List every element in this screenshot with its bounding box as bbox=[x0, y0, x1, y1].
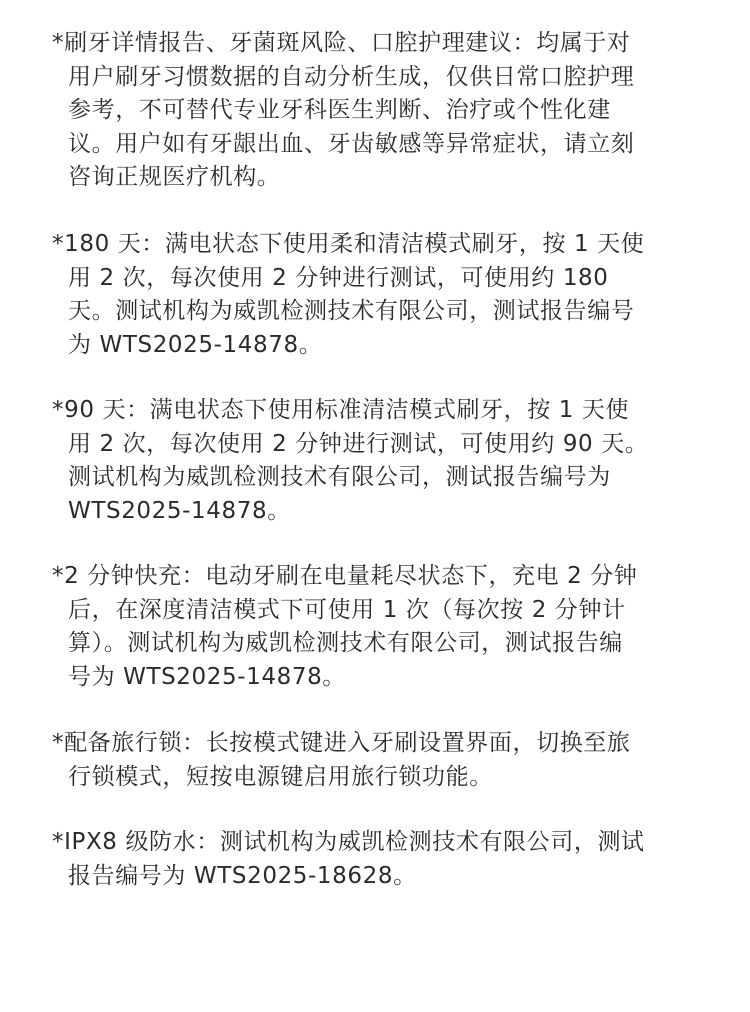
footnote-line: 号为 WTS2025-14878。 bbox=[68, 663, 346, 690]
footnote-line: *180 天：满电状态下使用柔和清洁模式刷牙，按 1 天使 bbox=[52, 231, 645, 257]
footnote-fast-charge bbox=[52, 560, 692, 694]
footnote-line: 咨询正规医疗机构。 bbox=[68, 164, 281, 190]
footnote-line: *配备旅行锁：长按模式键进入牙刷设置界面，切换至旅 bbox=[52, 730, 631, 756]
footnote-line: 用 2 次，每次使用 2 分钟进行测试，可使用约 180 bbox=[68, 264, 609, 291]
footnote-line: 参考，不可替代专业牙科医生判断、治疗或个性化建 bbox=[68, 97, 611, 123]
footnote-line: *2 分钟快充：电动牙刷在电量耗尽状态下，充电 2 分钟 bbox=[52, 563, 638, 589]
footnote-travel-lock bbox=[52, 727, 692, 794]
footnote-180-days bbox=[52, 228, 692, 362]
footnote-line: 议。用户如有牙龈出血、牙齿敏感等异常症状，请立刻 bbox=[68, 130, 635, 157]
footnote-line: 行锁模式，短按电源键启用旅行锁功能。 bbox=[68, 763, 493, 790]
footnote-line: 用 2 次，每次使用 2 分钟进行测试，可使用约 90 天。 bbox=[68, 430, 649, 457]
footnote-line: 为 WTS2025-14878。 bbox=[68, 331, 323, 358]
footnote-line: 后，在深度清洁模式下可使用 1 次（每次按 2 分钟计 bbox=[68, 596, 626, 623]
footnote-line: 算）。测试机构为威凯检测技术有限公司，测试报告编 bbox=[68, 630, 623, 656]
footnote-line: 用户刷牙习惯数据的自动分析生成，仅供日常口腔护理 bbox=[68, 63, 635, 90]
footnote-line: 报告编号为 WTS2025-18628。 bbox=[68, 862, 417, 889]
footnote-report-disclaimer bbox=[52, 27, 692, 195]
footnote-line: 测试机构为威凯检测技术有限公司，测试报告编号为 bbox=[68, 464, 611, 490]
footnote-line: *IPX8 级防水：测试机构为威凯检测技术有限公司，测试 bbox=[52, 829, 645, 855]
footnote-90-days bbox=[52, 394, 692, 528]
footnote-line: 天。测试机构为威凯检测技术有限公司，测试报告编号 bbox=[68, 298, 635, 324]
footnote-line: *90 天：满电状态下使用标准清洁模式刷牙，按 1 天使 bbox=[52, 397, 630, 423]
footnote-line: *刷牙详情报告、牙菌斑风险、口腔护理建议：均属于对 bbox=[52, 30, 631, 56]
footnote-line: WTS2025-14878。 bbox=[68, 497, 291, 524]
footnote-ipx8-waterproof bbox=[52, 826, 692, 893]
